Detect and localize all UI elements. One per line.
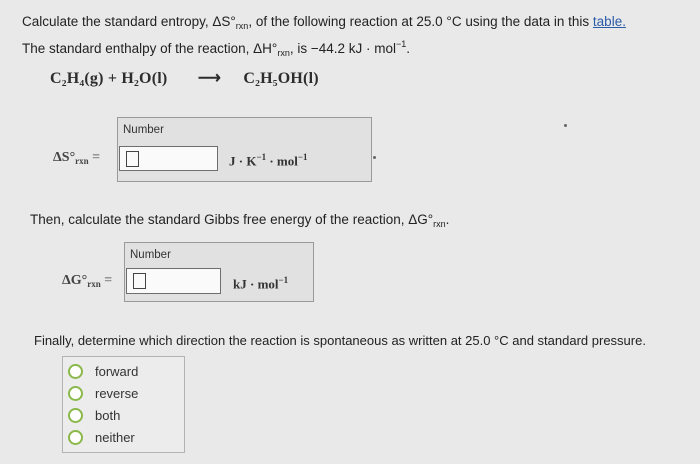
gibbs-number-label: Number — [130, 249, 171, 261]
gibbs-prompt-text: Then, calculate the standard Gibbs free energy of the reaction, ΔG° — [30, 212, 434, 227]
radio-button-icon[interactable] — [68, 386, 83, 401]
reaction-arrow: ⟶ — [197, 70, 221, 87]
radio-button-icon[interactable] — [68, 408, 83, 423]
direction-prompt: Finally, determine which direction the reaction is spontaneous as written at 25.0 °C and standard pressure. — [34, 333, 646, 348]
question-line1-cont: , of the following reaction at 25.0 °C using the data in this — [248, 14, 593, 29]
question-line2: The standard enthalpy of the reaction, ΔH° — [22, 41, 278, 56]
plus-sign: + — [107, 70, 118, 87]
data-table-link[interactable]: table. — [592, 14, 626, 29]
gibbs-unit — [233, 275, 288, 292]
entropy-unit — [229, 152, 308, 169]
gibbs-input[interactable] — [126, 268, 221, 294]
entropy-symbol — [53, 150, 100, 166]
entropy-unit-base: J · K — [229, 153, 257, 169]
gibbs-symbol-sub: rxn — [87, 279, 101, 289]
direction-choices — [62, 356, 185, 453]
choice-label: reverse — [95, 385, 139, 401]
question-text — [22, 13, 692, 62]
choice-reverse[interactable] — [68, 382, 138, 404]
entropy-unit-exp1: −1 — [256, 152, 267, 162]
choice-forward[interactable] — [68, 360, 138, 382]
gibbs-prompt-sub: rxn — [433, 219, 446, 229]
state-liquid: (l) — [151, 70, 168, 87]
input-cursor-icon — [126, 151, 139, 167]
entropy-input[interactable] — [119, 146, 218, 171]
ethylene-formula: C₂H₄ — [50, 70, 85, 87]
rxn-subscript: rxn — [277, 48, 290, 58]
chemical-equation — [50, 68, 319, 88]
water-formula: H₂O — [121, 70, 152, 87]
state-gas: (g) — [84, 70, 104, 87]
entropy-number-label: Number — [123, 124, 164, 136]
mouse-pointer-dot — [564, 124, 567, 127]
question-line1: Calculate the standard entropy, ΔS° — [22, 14, 236, 29]
gibbs-prompt — [30, 211, 449, 233]
question-line2-cont: , is −44.2 kJ · mol — [289, 41, 397, 56]
input-cursor-icon — [133, 273, 146, 289]
gibbs-unit-exp: −1 — [278, 275, 289, 285]
mouse-pointer-dot — [373, 156, 376, 159]
period: . — [406, 41, 411, 56]
choice-label: forward — [95, 363, 139, 379]
entropy-unit-exp2: −1 — [297, 152, 308, 162]
state-liquid: (l) — [303, 70, 319, 87]
radio-button-icon[interactable] — [68, 364, 83, 379]
choice-neither[interactable] — [68, 426, 138, 448]
entropy-unit-mid: · mol — [266, 153, 298, 169]
rxn-subscript: rxn — [235, 21, 249, 31]
equals-sign: = — [104, 273, 113, 288]
exponent: −1 — [396, 39, 407, 49]
entropy-symbol-text: ΔS° — [53, 150, 76, 165]
gibbs-symbol — [62, 273, 112, 289]
period: . — [445, 212, 450, 227]
choice-label: both — [95, 407, 121, 423]
choice-label: neither — [95, 429, 135, 445]
choice-both[interactable] — [68, 404, 138, 426]
entropy-symbol-sub: rxn — [75, 156, 89, 166]
ethanol-formula: C₂H₅OH — [243, 70, 304, 87]
equals-sign: = — [92, 150, 101, 165]
gibbs-unit-base: kJ · mol — [233, 276, 279, 292]
gibbs-symbol-text: ΔG° — [62, 273, 88, 288]
radio-button-icon[interactable] — [68, 430, 83, 445]
